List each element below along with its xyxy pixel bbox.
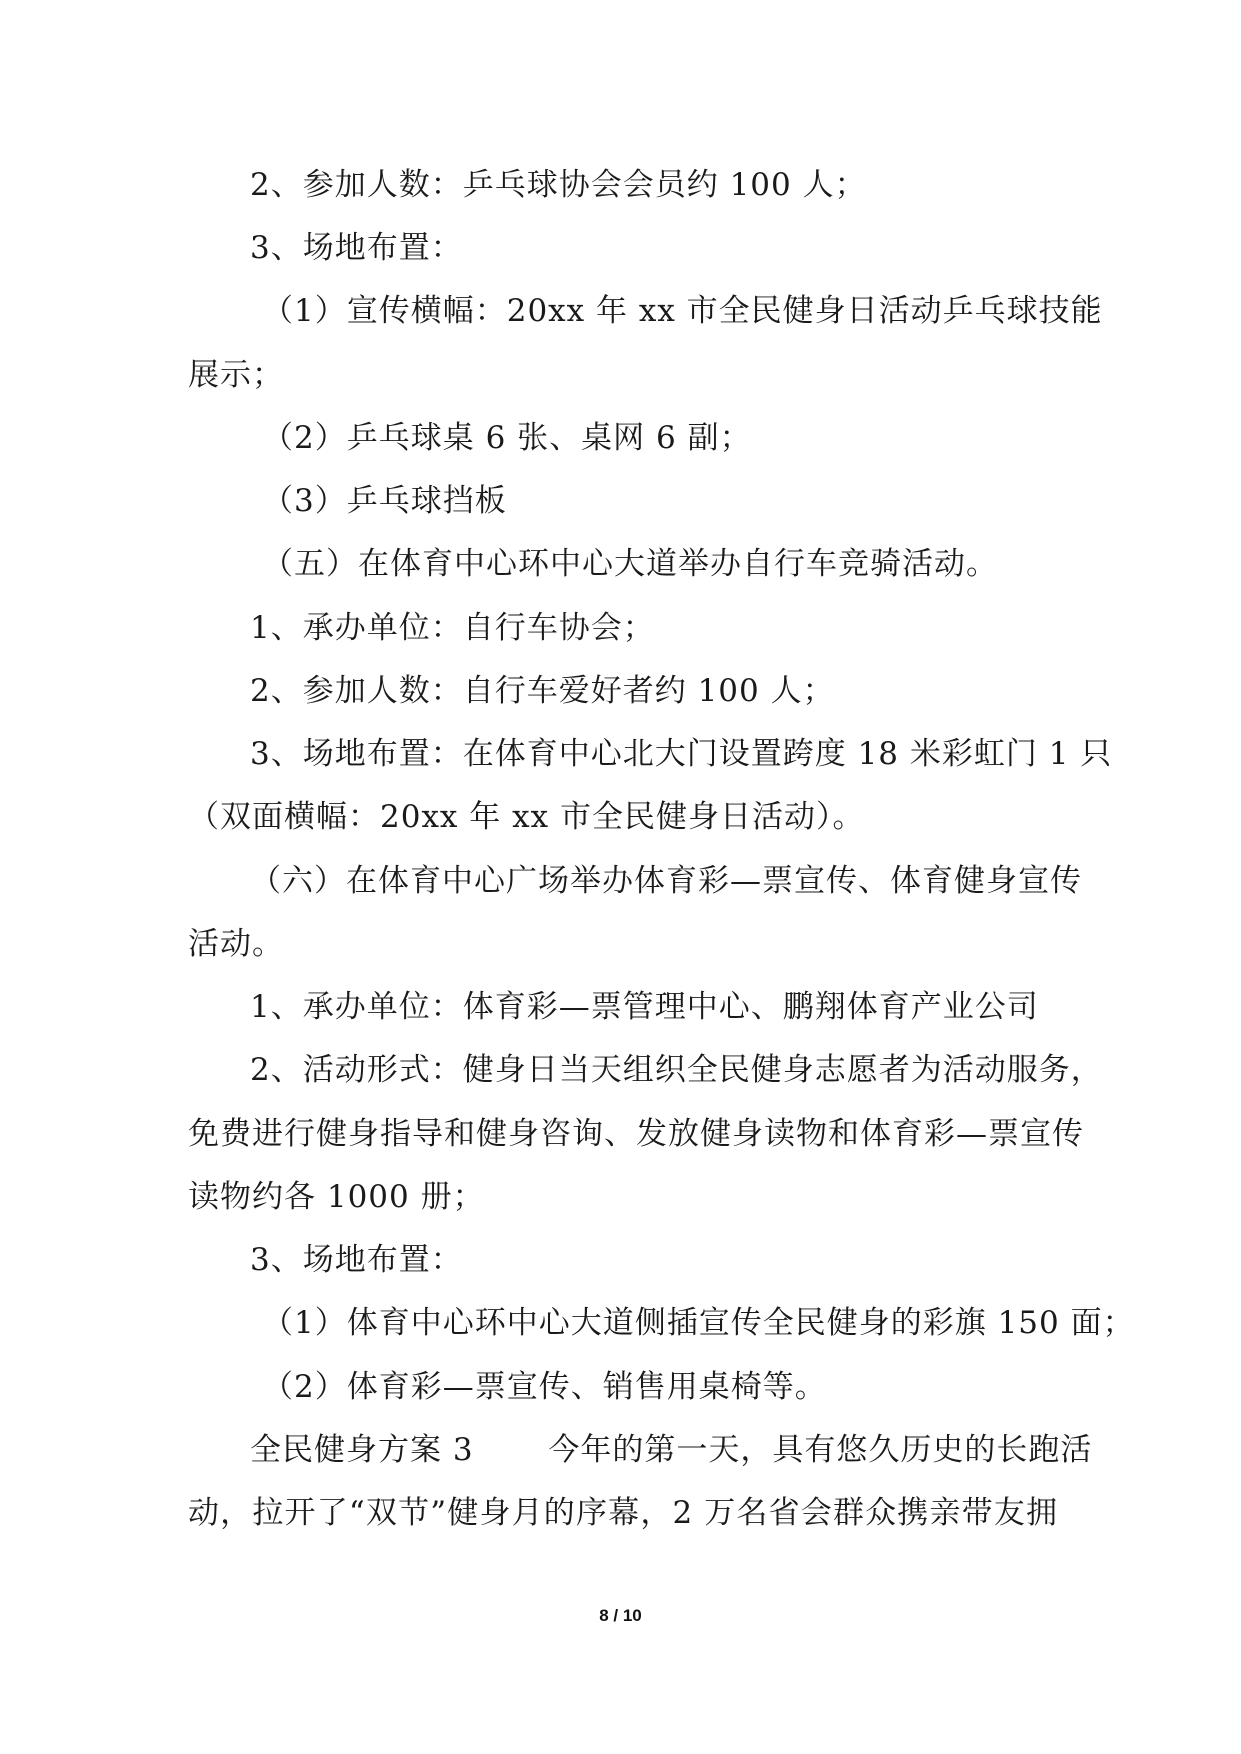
paragraph-line: （3）乒乓球挡板 [262, 483, 507, 519]
paragraph-line: 3、场地布置： [250, 1242, 463, 1278]
paragraph-line: 2、活动形式：健身日当天组织全民健身志愿者为活动服务， [250, 1052, 1103, 1088]
paragraph-line: 免费进行健身指导和健身咨询、发放健身读物和体育彩—票宣传 [188, 1116, 1084, 1152]
section-heading: （五）在体育中心环中心大道举办自行车竞骑活动。 [262, 546, 998, 582]
paragraph-line: 活动。 [188, 926, 284, 962]
paragraph-line: 2、参加人数：自行车爱好者约 100 人； [250, 673, 835, 709]
paragraph-line: （2）乒乓球桌 6 张、桌网 6 副； [262, 420, 752, 456]
paragraph-line: （双面横幅：20xx 年 xx 市全民健身日活动）。 [188, 799, 865, 835]
paragraph-line: 2、参加人数：乒乓球协会会员约 100 人； [250, 167, 867, 203]
paragraph-line: 3、场地布置：在体育中心北大门设置跨度 18 米彩虹门 1 只 [250, 736, 1113, 772]
paragraph-line: 动，拉开了“双节”健身月的序幕，2 万名省会群众携亲带友拥 [188, 1495, 1058, 1531]
paragraph-line: 1、承办单位：体育彩—票管理中心、鹏翔体育产业公司 [250, 989, 1039, 1025]
paragraph-line: 展示； [188, 357, 284, 393]
section-heading: （六）在体育中心广场举办体育彩—票宣传、体育健身宣传 [250, 863, 1082, 899]
paragraph-line: 1、承办单位：自行车协会； [250, 610, 655, 646]
paragraph-line: （2）体育彩—票宣传、销售用桌椅等。 [262, 1369, 827, 1405]
paragraph-line: （1）体育中心环中心大道侧插宣传全民健身的彩旗 150 面； [262, 1305, 1135, 1341]
paragraph-line: 3、场地布置： [250, 230, 463, 266]
paragraph-line: 读物约各 1000 册； [188, 1179, 485, 1215]
page-number: 8 / 10 [599, 1606, 642, 1625]
paragraph-line: （1）宣传横幅：20xx 年 xx 市全民健身日活动乒乓球技能 [262, 293, 1103, 329]
section-heading: 全民健身方案 3 今年的第一天，具有悠久历史的长跑活 [250, 1432, 1093, 1468]
